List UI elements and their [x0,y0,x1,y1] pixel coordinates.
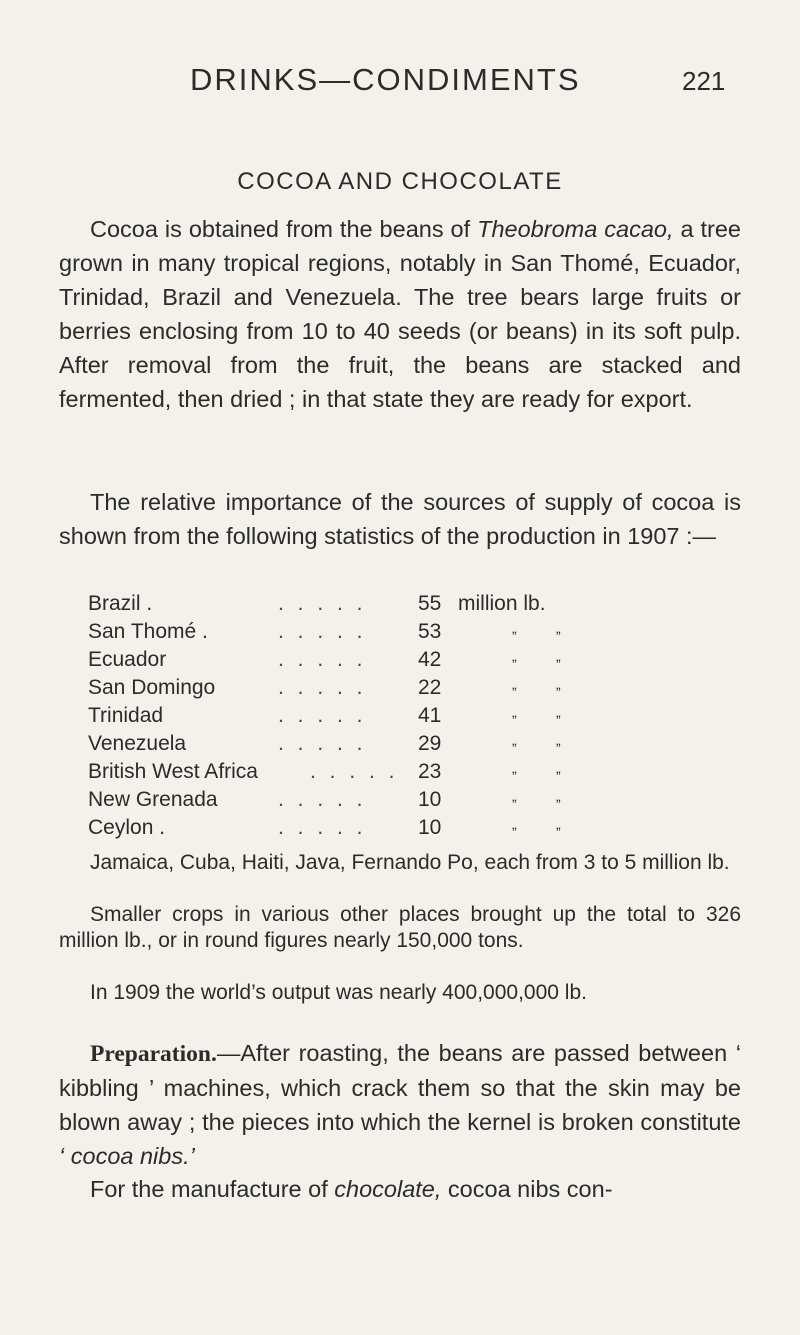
production-amount: 10 [418,816,442,839]
run-in-heading: Preparation. [90,1041,217,1067]
dot-leader: . . . . . [278,788,367,811]
dot-leader: . . . . . [278,732,367,755]
country-name: Venezuela [88,732,187,755]
paragraph-text: The relative importance of the sources of supply of cocoa is shown from the following statistics of the production in 1907 :— [59,489,741,549]
table-row [88,788,768,816]
ditto-mark: „ [556,788,561,804]
term-italic: ‘ cocoa nibs.’ [59,1143,195,1169]
page-header [0,62,800,102]
ditto-mark: „ [556,816,561,832]
ditto-mark: „ [556,704,561,720]
production-table [88,592,768,844]
table-row [88,648,768,676]
country-name: San Domingo [88,676,216,699]
note-text: In 1909 the world’s output was nearly 400,000,000 lb. [90,981,587,1004]
species-name: Theobroma cacao, [477,216,674,242]
dot-leader: . . . . . [278,648,367,671]
ditto-mark: „ [512,620,517,636]
note-world-output [59,980,741,1006]
page-number: 221 [682,66,726,96]
section-title: COCOA AND CHOCOLATE [237,168,563,195]
table-row [88,732,768,760]
paragraph-text: a tree grown in many tropical regions, notably in San Thomé, Ecuador, Trinidad, Brazil and Venezuela. The tree bears large fruits or berries enclosing from 10 to 40 seeds (or beans) in its soft pulp. After removal from the fruit, the beans are stacked and fermented, then dried ; in that state they are ready for export. [59,216,741,412]
paragraph-text: —After roasting, the beans are passed between ‘ kibbling ’ machines, which crack them so that the skin may be blown away ; the pieces into which the kernel is broken constitute [59,1040,741,1135]
ditto-mark: „ [512,732,517,748]
ditto-mark: „ [556,648,561,664]
running-head: DRINKS—CONDIMENTS [190,62,581,97]
ditto-mark: „ [556,760,561,776]
country-name: San Thomé . [88,620,208,643]
ditto-mark: „ [512,676,517,692]
paragraph-statistics-intro [59,485,741,553]
table-row [88,592,768,620]
ditto-mark: „ [512,704,517,720]
dot-leader: . . . . . [310,760,399,783]
ditto-mark: „ [512,788,517,804]
production-amount: 42 [418,648,442,671]
note-minor-producers [59,850,741,876]
ditto-mark: „ [512,648,517,664]
dot-leader: . . . . . [278,592,367,615]
country-name: Trinidad [88,704,164,727]
table-row [88,760,768,788]
note-total [59,902,741,954]
note-text: Smaller crops in various other places brought up the total to 326 million lb., or in round figures nearly 150,000 tons. [59,903,741,952]
ditto-mark: „ [512,760,517,776]
table-row [88,704,768,732]
country-name: Ceylon . [88,816,166,839]
production-amount: 53 [418,620,442,643]
production-amount: 55 [418,592,442,615]
country-name: Ecuador [88,648,167,671]
paragraph-text: Cocoa is obtained from the beans of [90,216,478,242]
paragraph-intro [59,212,741,416]
table-row [88,676,768,704]
paragraph-preparation [59,1036,741,1173]
paragraph-text: cocoa nibs con- [441,1176,613,1202]
table-row [88,620,768,648]
paragraph-chocolate [59,1172,741,1206]
production-amount: 23 [418,760,442,783]
ditto-mark: „ [556,732,561,748]
country-name: Brazil . [88,592,153,615]
ditto-mark: „ [556,620,561,636]
production-amount: 10 [418,788,442,811]
note-text: Jamaica, Cuba, Haiti, Java, Fernando Po, each from 3 to 5 million lb. [90,851,730,874]
dot-leader: . . . . . [278,816,367,839]
unit-label: million lb. [458,592,546,615]
country-name: New Grenada [88,788,218,811]
country-name: British West Africa [88,760,258,783]
paragraph-text: For the manufacture of [90,1176,335,1202]
production-amount: 22 [418,676,442,699]
production-amount: 29 [418,732,442,755]
table-row [88,816,768,844]
production-amount: 41 [418,704,442,727]
dot-leader: . . . . . [278,704,367,727]
ditto-mark: „ [556,676,561,692]
term-italic: chocolate, [334,1176,442,1202]
dot-leader: . . . . . [278,676,367,699]
dot-leader: . . . . . [278,620,367,643]
ditto-mark: „ [512,816,517,832]
